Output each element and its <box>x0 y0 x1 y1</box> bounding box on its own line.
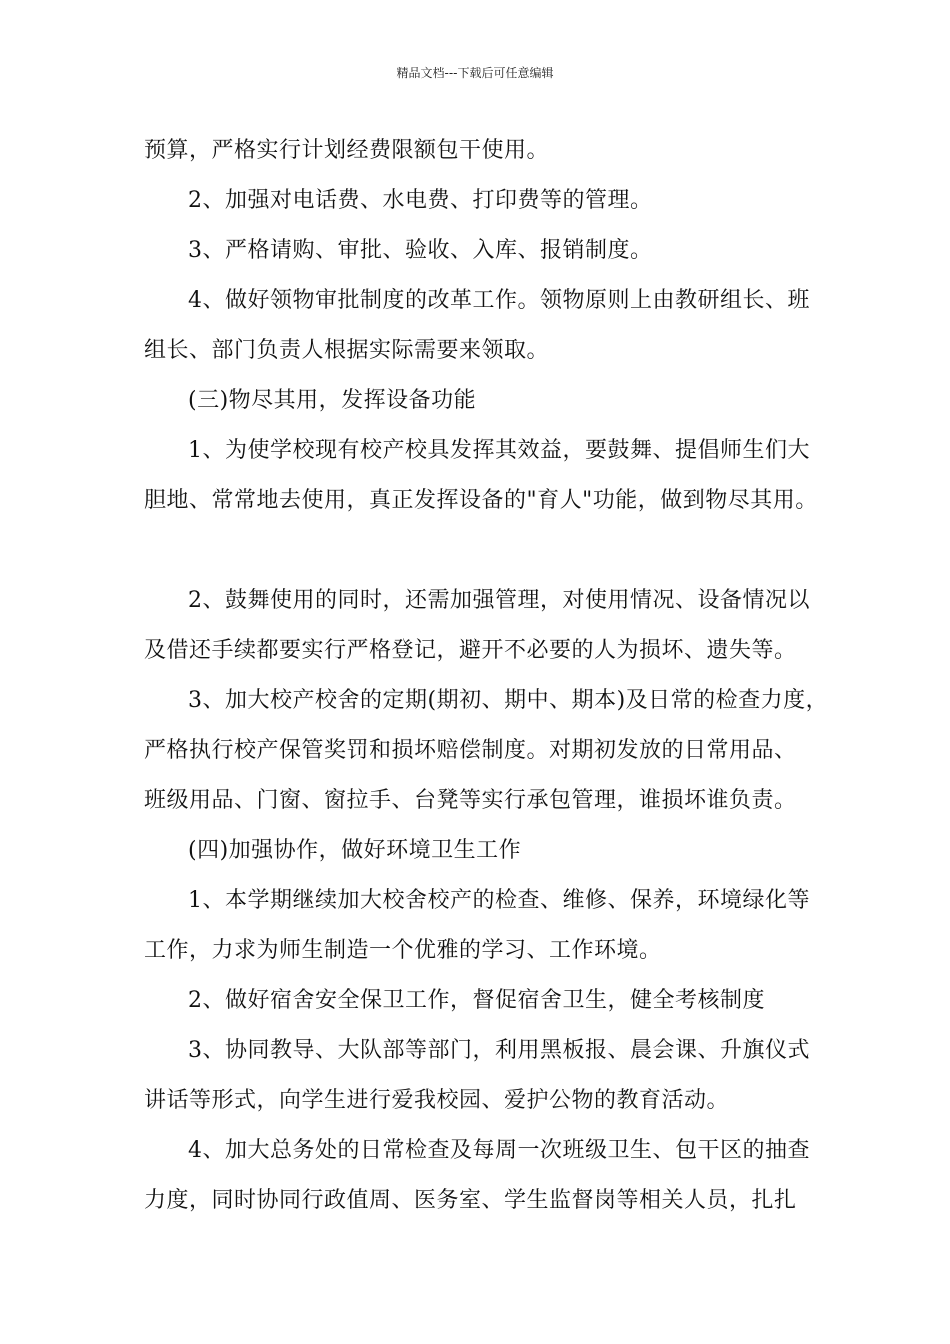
paragraph-line: 及借还手续都要实行严格登记，避开不必要的人为损坏、遗失等。 <box>144 638 797 663</box>
paragraph-line: 组长、部门负责人根据实际需要来领取。 <box>144 338 550 363</box>
paragraph-line: 1、本学期继续加大校舍校产的检查、维修、保养，环境绿化等 <box>188 888 810 913</box>
paragraph-line: 1、为使学校现有校产校具发挥其效益，要鼓舞、提倡师生们大 <box>188 438 810 463</box>
paragraph-line: 3、严格请购、审批、验收、入库、报销制度。 <box>188 238 653 263</box>
paragraph-line: 工作，力求为师生制造一个优雅的学习、工作环境。 <box>144 938 662 963</box>
paragraph-line: 3、加大校产校舍的定期(期初、期中、期本)及日常的检查力度， <box>188 688 829 713</box>
blank-gap <box>144 530 834 580</box>
paragraph-line: 班级用品、门窗、窗拉手、台凳等实行承包管理，谁损坏谁负责。 <box>144 788 797 813</box>
paragraph-line: 2、鼓舞使用的同时，还需加强管理，对使用情况、设备情况以 <box>188 588 810 613</box>
page-header: 精品文档---下载后可任意编辑 <box>396 66 554 80</box>
paragraph-line: 胆地、常常地去使用，真正发挥设备的"育人"功能，做到物尽其用。 <box>144 488 818 513</box>
paragraph-line: 2、做好宿舍安全保卫工作，督促宿舍卫生，健全考核制度 <box>188 988 765 1013</box>
paragraph-line: 4、做好领物审批制度的改革工作。领物原则上由教研组长、班 <box>188 288 810 313</box>
section-heading: (三)物尽其用，发挥设备功能 <box>188 388 477 413</box>
section-heading: (四)加强协作，做好环境卫生工作 <box>188 838 522 863</box>
paragraph-line: 3、协同教导、大队部等部门，利用黑板报、晨会课、升旗仪式 <box>188 1038 810 1063</box>
paragraph-line: 严格执行校产保管奖罚和损坏赔偿制度。对期初发放的日常用品、 <box>144 738 797 763</box>
paragraph-line: 力度，同时协同行政值周、医务室、学生监督岗等相关人员，扎扎 <box>144 1188 797 1213</box>
paragraph-line: 2、加强对电话费、水电费、打印费等的管理。 <box>188 188 653 213</box>
document-body <box>144 130 834 1230</box>
paragraph-line: 4、加大总务处的日常检查及每周一次班级卫生、包干区的抽查 <box>188 1138 810 1163</box>
paragraph-line: 讲话等形式，向学生进行爱我校园、爱护公物的教育活动。 <box>144 1088 730 1113</box>
paragraph-line: 预算，严格实行计划经费限额包干使用。 <box>144 138 550 163</box>
